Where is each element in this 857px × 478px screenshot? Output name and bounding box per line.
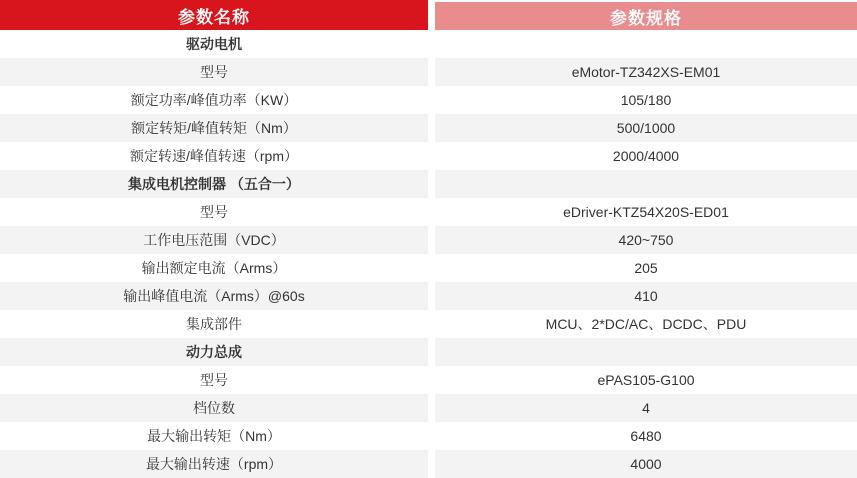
- param-name-cell: 型号: [0, 366, 428, 394]
- column-gap: [428, 30, 435, 58]
- param-name-cell: 最大输出转速（rpm）: [0, 450, 428, 478]
- param-name-cell: 驱动电机: [0, 30, 428, 58]
- table-row: [0, 142, 857, 170]
- table-row: [0, 254, 857, 282]
- param-value-cell: 410: [435, 282, 857, 310]
- column-gap: [428, 422, 435, 450]
- table-row: [0, 198, 857, 226]
- param-name-cell: 动力总成: [0, 338, 428, 366]
- table-row: [0, 226, 857, 254]
- table-row: [0, 114, 857, 142]
- table-row: [0, 394, 857, 422]
- column-gap: [428, 450, 435, 478]
- column-gap: [428, 114, 435, 142]
- param-name-cell: 输出峰值电流（Arms）@60s: [0, 282, 428, 310]
- param-value-cell: 205: [435, 254, 857, 282]
- param-name-cell: 额定转矩/峰值转矩（Nm）: [0, 114, 428, 142]
- column-gap: [428, 0, 435, 30]
- param-name-cell: 额定功率/峰值功率（KW）: [0, 86, 428, 114]
- param-value-cell: eDriver-KTZ54X20S-ED01: [435, 198, 857, 226]
- param-value-cell: [435, 338, 857, 366]
- section-row: [0, 338, 857, 366]
- table-row: [0, 422, 857, 450]
- table-body: [0, 30, 857, 478]
- column-gap: [428, 198, 435, 226]
- param-value-cell: [435, 30, 857, 58]
- column-gap: [428, 366, 435, 394]
- param-value-cell: MCU、2*DC/AC、DCDC、PDU: [435, 310, 857, 338]
- param-name-cell: 额定转速/峰值转速（rpm）: [0, 142, 428, 170]
- table-row: [0, 310, 857, 338]
- param-name-cell: 型号: [0, 198, 428, 226]
- param-value-cell: 4000: [435, 450, 857, 478]
- param-name-cell: 档位数: [0, 394, 428, 422]
- param-value-cell: 420~750: [435, 226, 857, 254]
- param-name-cell: 集成部件: [0, 310, 428, 338]
- section-row: [0, 170, 857, 198]
- param-value-cell: eMotor-TZ342XS-EM01: [435, 58, 857, 86]
- param-name-cell: 工作电压范围（VDC）: [0, 226, 428, 254]
- param-value-cell: ePAS105-G100: [435, 366, 857, 394]
- table-row: [0, 86, 857, 114]
- column-gap: [428, 226, 435, 254]
- section-row: [0, 30, 857, 58]
- param-value-cell: 4: [435, 394, 857, 422]
- table-row: [0, 450, 857, 478]
- column-gap: [428, 394, 435, 422]
- column-gap: [428, 58, 435, 86]
- param-name-cell: 输出额定电流（Arms）: [0, 254, 428, 282]
- column-gap: [428, 170, 435, 198]
- column-gap: [428, 254, 435, 282]
- param-name-header: 参数名称: [0, 0, 428, 30]
- param-value-cell: 2000/4000: [435, 142, 857, 170]
- param-name-cell: 型号: [0, 58, 428, 86]
- column-gap: [428, 282, 435, 310]
- column-gap: [428, 142, 435, 170]
- param-spec-header: 参数规格: [435, 2, 857, 30]
- table-row: [0, 282, 857, 310]
- column-gap: [428, 310, 435, 338]
- param-value-cell: [435, 170, 857, 198]
- column-gap: [428, 86, 435, 114]
- table-row: [0, 58, 857, 86]
- param-value-cell: 105/180: [435, 86, 857, 114]
- param-value-cell: 6480: [435, 422, 857, 450]
- param-name-cell: 集成电机控制器 （五合一）: [0, 170, 428, 198]
- param-name-cell: 最大输出转矩（Nm）: [0, 422, 428, 450]
- column-gap: [428, 338, 435, 366]
- table-header-row: [0, 0, 857, 30]
- param-value-cell: 500/1000: [435, 114, 857, 142]
- table-row: [0, 366, 857, 394]
